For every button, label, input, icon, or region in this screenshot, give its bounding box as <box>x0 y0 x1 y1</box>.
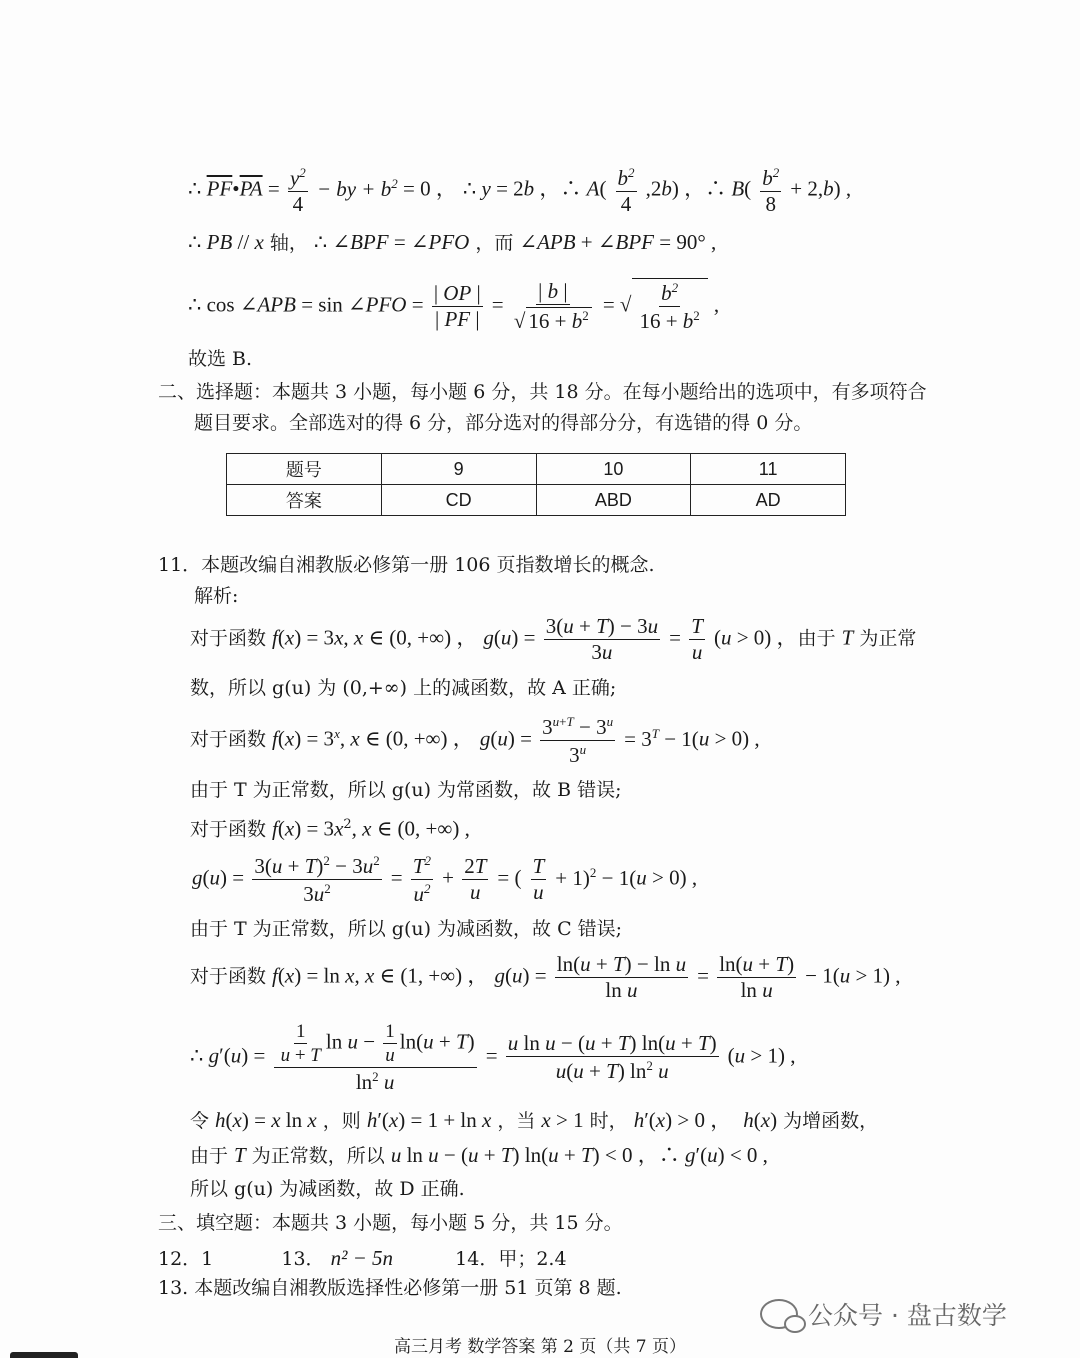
corner-mark <box>10 1352 78 1358</box>
section-2-title: 二、选择题：本题共 3 小题，每小题 6 分，共 18 分。在每小题给出的选项中，有多项符合 <box>158 381 927 403</box>
section-3-title: 三、填空题：本题共 3 小题，每小题 5 分，共 15 分。 <box>158 1212 623 1234</box>
answer-11: AD <box>691 485 846 516</box>
case-b-formula: 对于函数 $f(x) = 3^x$, x ∈ (0, +∞) ， g(u) = $\frac{3^{u+T} - 3^u}{3^u}$ = $3^T - 1(u > 0)$ , <box>190 714 760 767</box>
formula-line-1: ∴ $\overline{PF}•\overline{PA}$ = $\frac{y^2}{4}$ − by + $b^2 = 0$ ， ∴ y = 2b ，∴ A( $\frac{b^2}{4}$ ,2b) ，∴ B( $\frac{b^2}{8}$ + 2,b) , <box>188 165 852 216</box>
page-footer: 高三月考 数学答案 第 2 页（共 7 页） <box>393 1337 687 1357</box>
answer-10: ABD <box>536 485 691 516</box>
answer-12: 12．1 <box>158 1248 214 1270</box>
header-label: 题号 <box>227 454 382 485</box>
wechat-icon <box>760 1299 798 1329</box>
choose-b: 故选 B. <box>188 348 253 370</box>
case-c-function: 对于函数 $f(x) = 3x^2$, x ∈ (0, +∞) , <box>190 816 470 841</box>
case-a-line2: 数，所以 g(u) 为 (0,+∞) 上的减函数，故 A 正确; <box>190 677 617 699</box>
watermark-text: 公众号 · 盘古数学 <box>808 1301 1007 1330</box>
q13-title: 13. 本题改编自湘教版选择性必修第一册 51 页第 8 题. <box>158 1277 622 1299</box>
answer-13-value: n² − 5n <box>330 1246 394 1270</box>
q11-title: 11．本题改编自湘教版必修第一册 106 页指数增长的概念. <box>158 554 655 576</box>
watermark <box>760 1296 1007 1332</box>
fill-answers <box>158 1248 567 1269</box>
case-c-line3: 由于 T 为正常数，所以 g(u) 为减函数，故 C 错误; <box>190 918 623 940</box>
section-2-line2: 题目要求。全部选对的得 6 分，部分选对的得部分分，有选错的得 0 分。 <box>194 412 813 434</box>
question-10: 10 <box>536 454 691 485</box>
answer-label: 答案 <box>227 485 382 516</box>
case-d-final: 所以 g(u) 为减函数，故 D 正确. <box>190 1178 465 1200</box>
case-b-line2: 由于 T 为正常数，所以 g(u) 为常函数，故 B 错误; <box>190 779 622 801</box>
case-a-formula: 对于函数 f(x) = 3x, x ∈ (0, +∞) ， g(u) = $\frac{3(u + T) - 3u}{3u}$ = $\frac{T}{u}$ (u > 0) ，由于 T 为正常 <box>190 614 917 664</box>
answer-14: 14．甲；2.4 <box>455 1248 567 1270</box>
table-row <box>227 454 846 485</box>
table-row <box>227 485 846 516</box>
case-c-formula: g(u) = $\frac{3(u + T)^2 - 3u^2}{3u^2}$ = $\frac{T^2}{u^2}$ + $\frac{2T}{u}$ = ( $\frac{T}{u}$ + 1)$^2$ − 1(u > 0) , <box>192 853 698 906</box>
case-d-formula: 对于函数 f(x) = ln x, x ∈ (1, +∞) ， g(u) = $\frac{\text{ln(u + T) − ln u}}{\text{ln u}}$ = $\frac{\ln(u + T)}{\text{ln u}}$ − 1(u > 1) , <box>190 952 901 1002</box>
case-d-sign: 由于 T 为正常数，所以 u ln u − (u + T) ln(u + T) < 0 ，∴ g′(u) < 0 , <box>190 1143 768 1167</box>
question-11: 11 <box>691 454 846 485</box>
analysis-label: 解析: <box>194 585 239 607</box>
answer-9: CD <box>381 485 536 516</box>
case-d-h-function: 令 h(x) = x ln x ，则 h′(x) = 1 + ln x ，当 x > 1 时， h′(x) > 0 ， h(x) 为增函数， <box>190 1108 879 1132</box>
question-9: 9 <box>381 454 536 485</box>
formula-line-2: ∴ PB // x 轴， ∴ ∠BPF = ∠PFO ，而 ∠APB + ∠BPF = 90° , <box>188 230 717 254</box>
case-d-derivative: ∴ g′(u) = $\frac{1}{u + T}$ ln u − $\frac{1}{u}$ ln(u + T) $\ln^2 u$ = $\frac{\text{u ln u − (u + T) ln(u + T)}}{u(u + T) \ln^2 u}$ (u > 1) , <box>190 1021 796 1094</box>
answer-13-label: 13． <box>281 1248 325 1270</box>
formula-line-3: ∴ cos ∠APB = sin ∠PFO = $\frac{| OP |}{| PF |}$ = $\frac{| b |}{√ 16 + b^2}$ = √ $\frac{b^2}{16 + b^2}$ , <box>188 278 720 333</box>
answer-table <box>226 453 846 516</box>
